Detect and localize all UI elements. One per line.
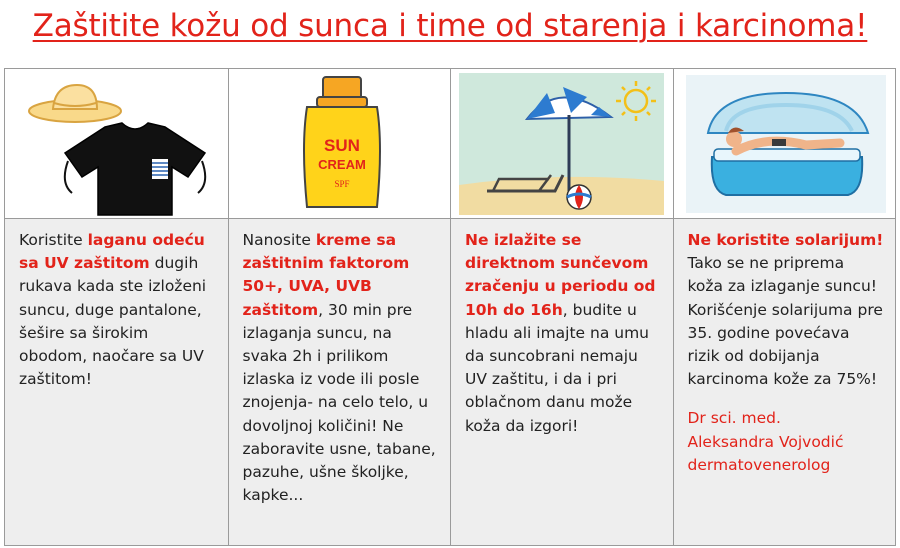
tip-text — [243, 229, 439, 507]
tip-text — [688, 229, 884, 477]
author-name: Aleksandra Vojvodić — [687, 432, 844, 451]
tshirt-icon — [60, 121, 210, 217]
tip-text-segment: dugih rukava kada ste izloženi suncu, duge pantalone, šešire sa širokim obodom, naočare sa UV zaštitom! — [19, 254, 207, 389]
cream-label-cream: CREAM — [317, 157, 366, 172]
author-title: Dr sci. med. — [687, 409, 781, 428]
author-specialty: dermatovenerolog — [687, 455, 831, 474]
tip-column-clothing — [5, 69, 228, 545]
beach-scene — [459, 73, 664, 215]
tip-text-segment: Nanosite — [242, 231, 316, 249]
tanning-bed-icon — [686, 75, 886, 213]
beach-ball-icon — [567, 185, 591, 209]
tip-column-solarium — [673, 69, 896, 545]
tip-text — [19, 229, 215, 391]
tips-table — [4, 68, 896, 546]
clothing-text-cell — [5, 219, 228, 545]
sunscreen-text-cell — [229, 219, 451, 545]
page-title: Zaštitite kožu od sunca i time od starenja i karcinoma! — [32, 8, 868, 44]
sun-cream-bottle-icon — [297, 75, 387, 213]
tip-column-sunscreen — [228, 69, 451, 545]
tip-highlight: Ne koristite solarijum! — [687, 231, 884, 249]
tip-highlight: laganu odeću sa UV zaštitom — [19, 231, 205, 273]
midday-sun-text-cell — [451, 219, 673, 545]
cream-label-spf: SPF — [333, 179, 350, 189]
sun-hat-icon — [25, 77, 125, 127]
tip-highlight: kreme sa zaštitnim faktorom 50+, UVA, UVB zaštitom — [242, 231, 410, 319]
clothing-image-cell — [5, 69, 228, 219]
solarium-image-cell — [674, 69, 896, 219]
tip-column-midday-sun — [450, 69, 673, 545]
tip-text-segment: , budite u hladu ali imajte na umu da suncobrani nemaju UV zaštitu, i da i pri oblačnom danu može koža da izgori! — [465, 300, 650, 435]
tip-text — [465, 229, 661, 438]
tip-text-segment: Koristite — [19, 231, 88, 249]
sunscreen-image-cell — [229, 69, 451, 219]
beach-image-cell — [451, 69, 673, 219]
cream-label-sun: SUN — [323, 136, 360, 155]
tip-highlight: Ne izlažite se direktnom sunčevom zračenju u periodu od 10h do 16h — [465, 231, 656, 319]
author-signature — [688, 407, 884, 477]
solarium-text-cell — [674, 219, 896, 545]
tip-text-segment: , 30 min pre izlaganja suncu, na svaka 2h i prilikom izlaska iz vode ili posle znojenja- na celo telo, u dovoljnoj količini! Ne zaboravite usne, tabane, pazuhe, ušne školjke, kapke... — [242, 300, 436, 505]
tip-text-segment: Tako se ne priprema koža za izlaganje suncu! Korišćenje solarijuma pre 35. godine povećava rizik od dobijanja karcinoma kože za 75%! — [687, 254, 883, 389]
